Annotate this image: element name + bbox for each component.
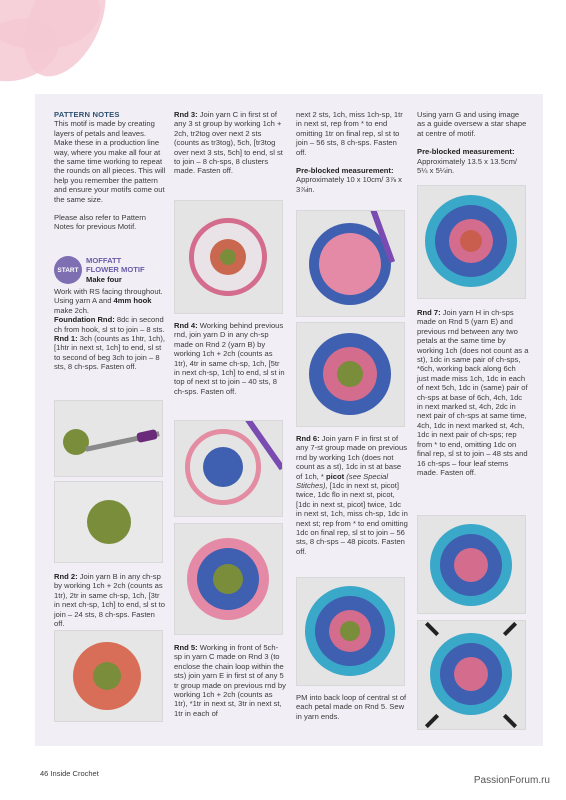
decorative-header (0, 0, 566, 90)
photo-star-centre (417, 185, 526, 299)
photo-round-3 (174, 200, 283, 314)
round-label: Rnd 5: (174, 643, 198, 652)
column-4 (417, 110, 529, 184)
photo-round-1 (54, 400, 163, 477)
paragraph: make 2ch. (54, 305, 90, 315)
paragraph: Join yarn B in any ch-sp by working 1ch + 2ch (counts as 1tr), 2tr in same ch-sp, 1ch, [3tr in next ch-sp, 1ch] to end, sl st to join – 24 sts, 8 ch-sps. Fasten off. (54, 572, 166, 629)
column-2-rnd4 (174, 321, 286, 405)
column-3 (296, 110, 408, 203)
photo-round-7-in-progress (417, 515, 526, 614)
motif-title (86, 256, 145, 284)
photo-round-4-in-progress (174, 420, 283, 517)
paragraph: Join yarn H in ch-sps made on Rnd 5 (yarn E) and previous rnd between any two petals at the same time by working 1ch (does not count as a st), 1dc in same pair of ch-sps, *6ch, working back along 6ch just made miss 1ch, 1dc in each of next 5ch, 1dc in (same) pair of ch-sps at base of 6ch, 4ch, 1dc in next marked st, 4ch, 2dc in next pair of ch-sps at same time, 4ch, 1dc in next marked st, 4ch, 1dc in next pair of ch-sps; rep from * to end, omitting 1dc on final rep, sl st to join – 48 sts and 16 ch-sps – four leaf stems made. Fasten off. (417, 308, 529, 477)
column-1-rnd2 (54, 572, 166, 637)
paragraph: Working behind previous rnd, join yarn D in any ch-sp made on Rnd 2 (yarn B) by working 1ch + 2ch (counts as 1tr), 4tr in same ch-sp, 1ch, [5tr in next ch-sp, 1ch] to end, sl st in top of next st to join – 40 sts, 8 ch-sps. Fasten off. (174, 321, 285, 396)
photo-foundation (54, 481, 163, 563)
section-heading: PATTERN NOTES (54, 110, 120, 119)
round-label: Rnd 6: (296, 434, 320, 443)
start-badge: START (54, 256, 82, 284)
paragraph: Work with RS facing throughout. (54, 287, 163, 296)
column-3-pm (296, 693, 408, 730)
paragraph: [1dc in next st, picot] twice, 1dc flo in next st, picot, [1dc in next st, picot] twice, 1dc in next st, 1ch, miss ch-sp, 1dc in next st; rep from * to end omitting 1dc on final rep, sl st to join – 56 sts, 8 ch-sps – 48 picots. Fasten off. (296, 481, 408, 556)
measurement-value: Approximately 13.5 x 13.5cm/ 5¼ x 5¼in. (417, 156, 518, 176)
measurement-label: Pre-blocked measurement: (417, 147, 515, 157)
photo-round-7 (417, 620, 526, 730)
photo-round-5 (296, 322, 405, 427)
column-3-rnd6 (296, 434, 408, 565)
photo-round-2 (54, 630, 163, 722)
paragraph: 3ch (counts as 1htr, 1ch), [1htr in next st, 1ch] to end, sl st to second of beg 3ch to join – 8 sts, 8 ch-sps. Fasten off. (54, 334, 166, 372)
paragraph: Please also refer to Pattern Notes for previous Motif. (54, 213, 147, 232)
column-2-rnd5 (174, 643, 286, 727)
page-number: 46 (40, 769, 49, 778)
paragraph: 8dc in second ch from hook, sl st to join – 8 sts. (54, 315, 165, 334)
round-label: Foundation Rnd: (54, 315, 115, 325)
measurement-value: Approximately 10 x 10cm/ 3⅞ x 3⅞in. (296, 175, 402, 194)
page-folio (40, 769, 99, 778)
photo-round-4 (174, 523, 283, 635)
round-label: Rnd 4: (174, 321, 198, 330)
round-label: Rnd 1: (54, 334, 78, 344)
motif-title-line: MOFFATT (86, 256, 122, 265)
column-2 (174, 110, 286, 185)
photo-round-6 (296, 577, 405, 686)
paragraph: next 2 sts, 1ch, miss 1ch-sp, 1tr in next st, rep from * to end omitting 1tr on final rep, sl st to join – 56 sts, 8 ch-sps. Fasten off. (296, 110, 403, 157)
paragraph: Join yarn F in first st of any 7-st group made on previous rnd by working 1ch (does not count as a st), 1dc in st at base of 1ch, * (296, 434, 408, 481)
motif-title-line: FLOWER MOTIF (86, 265, 145, 275)
round-label: Rnd 3: (174, 110, 198, 119)
paragraph: Working in front of 5ch-sp in yarn C made on Rnd 3 (to enclose the chain loop within the sts) join yarn E in first st of any 5 tr group made on previous rnd by working 1ch + 2ch (counts as 1tr), *1tr in next st, 3tr in next st, 1tr in each of (174, 643, 286, 718)
paragraph: Join yarn C in first st of any 3 st group by working 1ch + 2ch, tr2tog over next 2 sts (counts as tr3tog), 5ch, [tr3tog over next 3 sts, 5ch] to end, sl st to join – 8 ch-sps, 8 clusters made. Fasten off. (174, 110, 283, 176)
picot-term: picot (326, 471, 345, 481)
paragraph: Using yarn G and using image as a guide oversew a star shape at centre of motif. (417, 110, 527, 138)
column-1-instructions (54, 287, 166, 381)
round-label: Rnd 7: (417, 308, 441, 317)
paragraph: This motif is made by creating layers of petals and leaves. Make these in a production line way, where you make all four at the same time working to repeat the rounds on all pieces. This will help you remember the pattern and ensure your motifs come out the same size. (54, 119, 166, 204)
magazine-name: Inside Crochet (50, 769, 99, 778)
make-count: Make four (86, 274, 122, 284)
round-label: Rnd 2: (54, 572, 78, 581)
paragraph: PM into back loop of central st of each petal made on Rnd 5. Sew in yarn ends. (296, 693, 407, 721)
watermark: PassionForum.ru (473, 775, 550, 786)
measurement-label: Pre-blocked measurement: (296, 166, 394, 176)
column-4-rnd7 (417, 308, 529, 486)
hook-size: 4mm hook (113, 296, 152, 306)
paragraph: Using yarn A and (54, 296, 112, 306)
column-1 (54, 110, 166, 241)
special-stitches-ref: (see Special Stitches), (296, 471, 389, 491)
photo-round-5-in-progress (296, 210, 405, 317)
